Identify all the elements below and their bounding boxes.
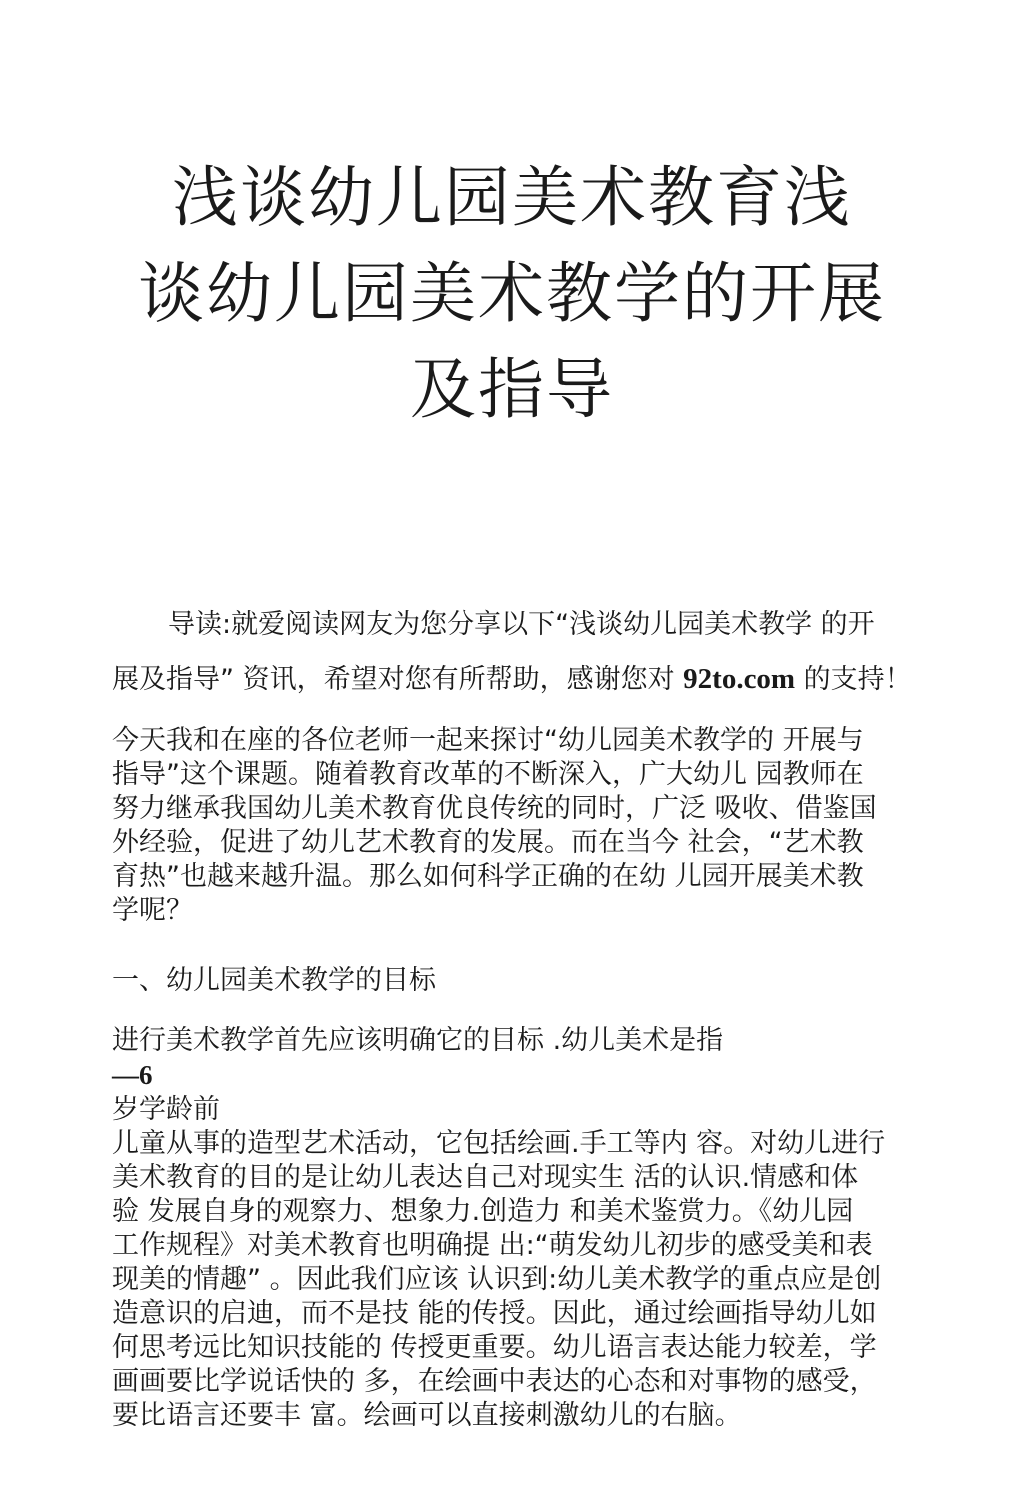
paragraph-2-line: 造意识的启迪，而不是技 能的传授。因此，通过绘画指导幼儿如 <box>112 1298 877 1329</box>
body-paragraph-2 <box>112 1024 918 1433</box>
paragraph-2-line: 何思考远比知识技能的 传授更重要。幼儿语言表达能力较差，学 <box>112 1332 877 1363</box>
paragraph-1-line: 外经验，促进了幼儿艺术教育的发展。而在当今 社会，“艺术教 <box>112 827 864 858</box>
paragraph-2-line-1-start: 进行美术教学首先应该明确它的目标 .幼儿美术是指 <box>112 1025 724 1056</box>
intro-line-2 <box>112 652 918 707</box>
intro-paragraph <box>112 598 918 707</box>
paragraph-2-line: 儿童从事的造型艺术活动，它包括绘画.手工等内 容。对幼儿进行 <box>112 1128 886 1159</box>
paragraph-2-line: 要比语言还要丰 富。绘画可以直接刺激幼儿的右脑。 <box>112 1400 742 1431</box>
paragraph-1-line: 育热”也越来越升温。那么如何科学正确的在幼 儿园开展美术教 <box>112 861 864 892</box>
title-line-2: 谈幼儿园美术教学的开展 <box>138 255 886 332</box>
document-title <box>110 150 914 438</box>
paragraph-2-first-line <box>112 1024 918 1127</box>
paragraph-2-line: 现美的情趣” 。因此我们应该 认识到:幼儿美术教学的重点应是创 <box>112 1264 882 1295</box>
site-name: 92to.com <box>683 663 796 695</box>
body-paragraph-1 <box>112 724 918 928</box>
paragraph-2-line: 工作规程》对美术教育也明确提 出:“萌发幼儿初步的感受美和表 <box>112 1230 873 1261</box>
section-heading-text: 一、幼儿园美术教学的目标 <box>112 965 436 996</box>
age-range-bold: —6 <box>112 1060 153 1090</box>
intro-line-2-start: 展及指导” 资讯，希望对您有所帮助，感谢您对 <box>112 664 684 695</box>
paragraph-1-line: 努力继承我国幼儿美术教育优良传统的同时，广泛 吸收、借鉴国 <box>112 793 877 824</box>
intro-line-2-end: 的支持！ <box>795 664 912 695</box>
paragraph-2-line: 画画要比学说话快的 多，在绘画中表达的心态和对事物的感受， <box>112 1366 877 1397</box>
paragraph-2-line: 美术教育的目的是让幼儿表达自己对现实生 活的认识.情感和体 <box>112 1162 859 1193</box>
paragraph-1-line: 今天我和在座的各位老师一起来探讨“幼儿园美术教学的 开展与 <box>112 725 864 756</box>
paragraph-2-line: 验 发展自身的观察力、想象力.创造力 和美术鉴赏力。《幼儿园 <box>112 1196 854 1227</box>
title-line-3: 及指导 <box>410 351 614 428</box>
paragraph-1-line: 学呢？ <box>112 895 193 926</box>
intro-line-1: 导读:就爱阅读网友为您分享以下“浅谈幼儿园美术教学 的开 <box>168 609 875 640</box>
paragraph-2-line-1-end: 岁学龄前 <box>112 1094 220 1125</box>
section-heading-1 <box>112 964 918 998</box>
paragraph-1-line: 指导”这个课题。随着教育改革的不断深入，广大幼儿 园教师在 <box>112 759 864 790</box>
title-line-1: 浅谈幼儿园美术教育浅 <box>172 159 852 236</box>
